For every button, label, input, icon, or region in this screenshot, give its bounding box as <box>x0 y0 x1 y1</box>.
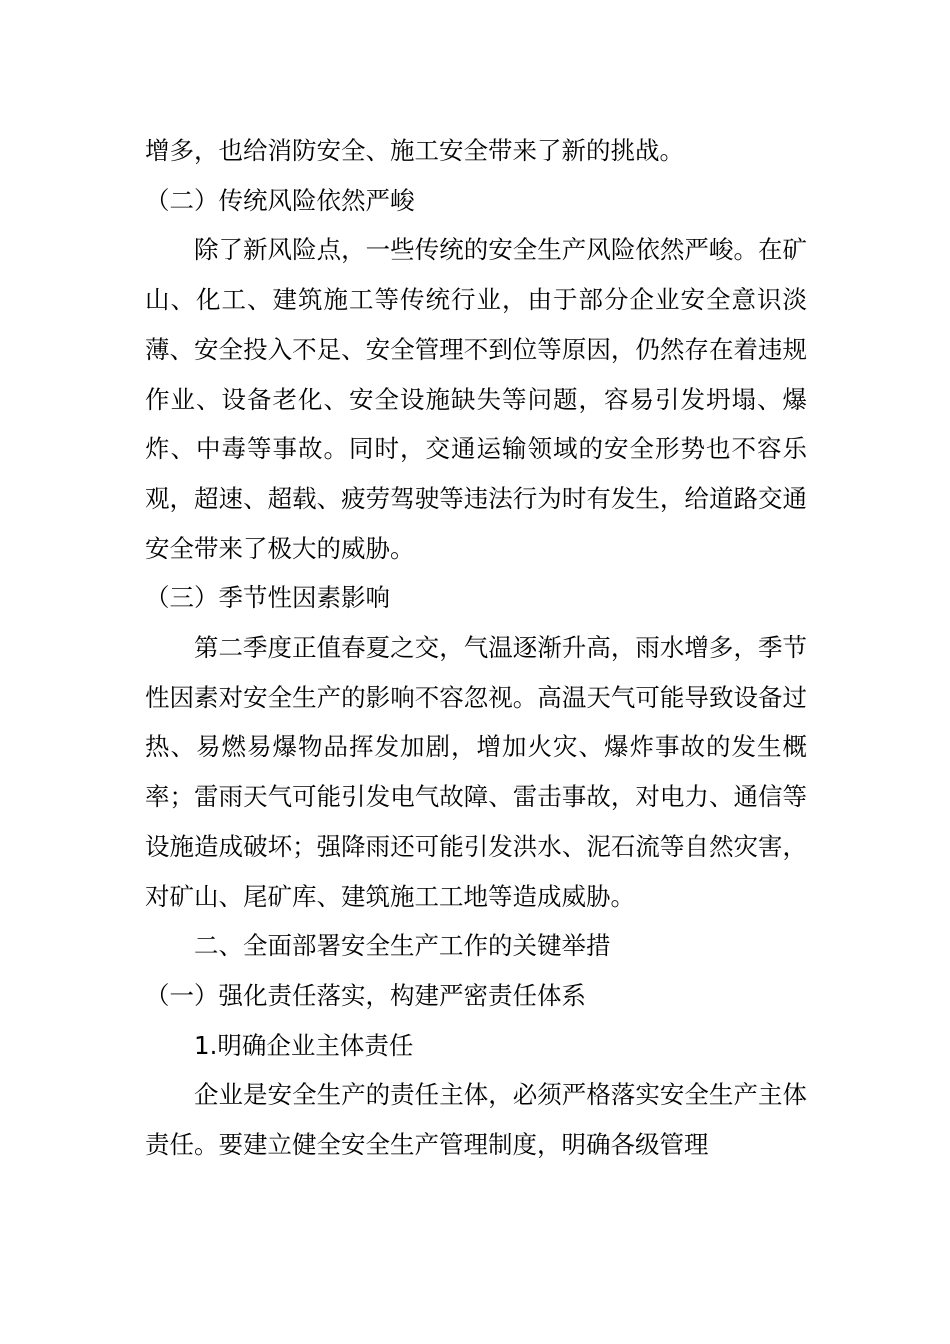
heading-enterprise-responsibility: 1.明确企业主体责任 <box>194 1030 414 1060</box>
document-body <box>145 126 807 1170</box>
paragraph-enterprise-responsibility: 企业是安全生产的责任主体，必须严格落实安全生产主体责任。要建立健全安全生产管理制度，明确各级管理 <box>145 1080 807 1160</box>
paragraph-continued: 增多，也给消防安全、施工安全带来了新的挑战。 <box>145 136 684 165</box>
paragraph-traditional-risks: 除了新风险点，一些传统的安全生产风险依然严峻。在矿山、化工、建筑施工等传统行业，由于部分企业安全意识淡薄、安全投入不足、安全管理不到位等原因，仍然存在着违规作业、设备老化、安全设施缺失等问题，容易引发坍塌、爆炸、中毒等事故。同时，交通运输领域的安全形势也不容乐观，超速、超载、疲劳驾驶等违法行为时有发生，给道路交通安全带来了极大的威胁。 <box>145 235 807 563</box>
paragraph-seasonal-factors: 第二季度正值春夏之交，气温逐渐升高，雨水增多，季节性因素对安全生产的影响不容忽视。高温天气可能导致设备过热、易燃易爆物品挥发加剧，增加火灾、爆炸事故的发生概率；雷雨天气可能引发电气故障、雷击事故，对电力、通信等设施造成破坏；强降雨还可能引发洪水、泥石流等自然灾害，对矿山、尾矿库、建筑施工工地等造成威胁。 <box>145 633 807 911</box>
subheading-responsibility: （一）强化责任落实，构建严密责任体系 <box>145 980 586 1010</box>
section-heading-key-measures: 二、全面部署安全生产工作的关键举措 <box>194 931 611 961</box>
subheading-seasonal-factors: （三）季节性因素影响 <box>145 583 390 613</box>
subheading-traditional-risks: （二）传统风险依然严峻 <box>145 185 415 215</box>
